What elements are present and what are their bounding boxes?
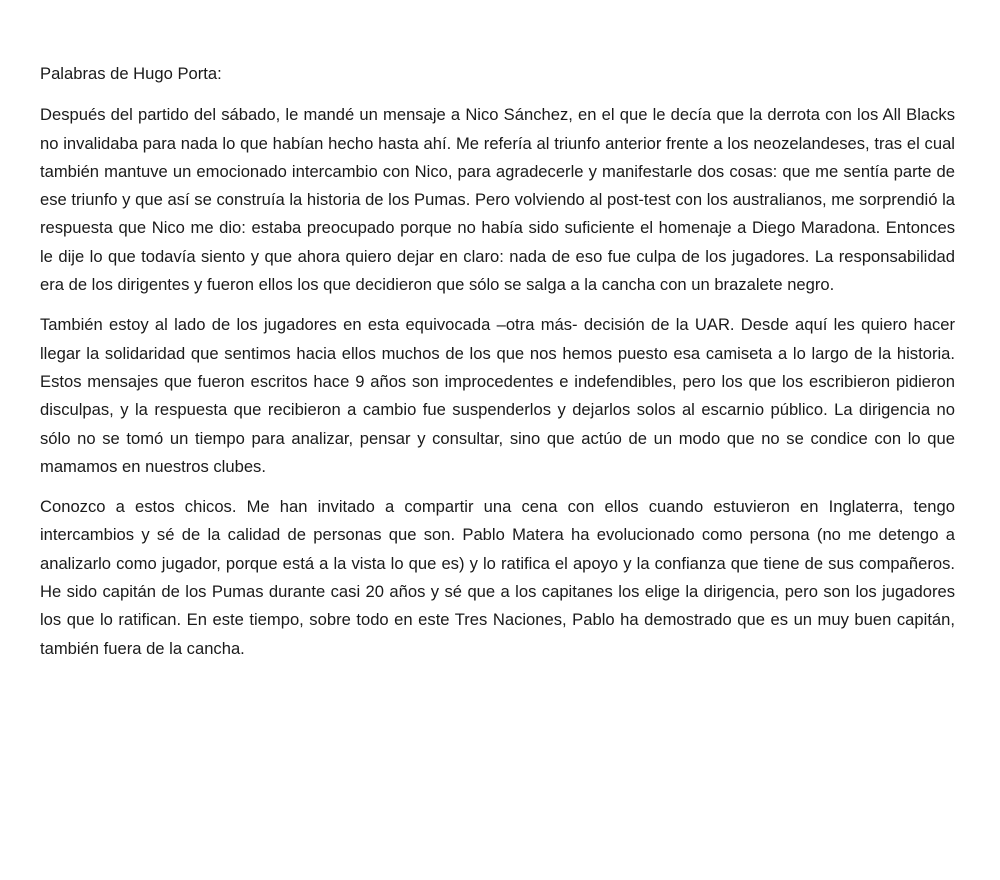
paragraph-3: Conozco a estos chicos. Me han invitado a compartir una cena con ellos cuando estuvieron en Inglaterra, tengo intercambios y sé de la calidad de personas que son. Pablo Matera ha evolucionado como persona (no me detengo a analizarlo como jugador, porque está a la vista lo que es) y lo ratifica el apoyo y la confianza que tiene de sus compañeros. He sido capitán de los Pumas durante casi 20 años y sé que a los capitanes los elige la dirigencia, pero son los jugadores los que lo ratifican. En este tiempo, sobre todo en este Tres Naciones, Pablo ha demostrado que es un muy buen capitán, también fuera de la cancha. <box>40 497 955 658</box>
paragraph-2: También estoy al lado de los jugadores en esta equivocada –otra más- decisión de la UAR. Desde aquí les quiero hacer llegar la solidaridad que sentimos hacia ellos muchos de los que nos hemos puesto esa camiseta a lo largo de la historia. Estos mensajes que fueron escritos hace 9 años son improcedentes e indefendibles, pero los que los escribieron pidieron disculpas, y la respuesta que recibieron a cambio fue suspenderlos y dejarlos solos al escarnio público. La dirigencia no sólo no se tomó un tiempo para analizar, pensar y consultar, sino que actúo de un modo que no se condice con lo que mamamos en nuestros clubes. <box>40 315 955 476</box>
document-page <box>40 60 955 675</box>
paragraph-1: Después del partido del sábado, le mandé un mensaje a Nico Sánchez, en el que le decía que la derrota con los All Blacks no invalidaba para nada lo que habían hecho hasta ahí. Me refería al triunfo anterior frente a los neozelandeses, tras el cual también mantuve un emocionado intercambio con Nico, para agradecerle y manifestarle dos cosas: que me sentía parte de ese triunfo y que así se construía la historia de los Pumas. Pero volviendo al post-test con los australianos, me sorprendió la respuesta que Nico me dio: estaba preocupado porque no había sido suficiente el homenaje a Diego Maradona. Entonces le dije lo que todavía siento y que ahora quiero dejar en claro: nada de eso fue culpa de los jugadores. La responsabilidad era de los dirigentes y fueron ellos los que decidieron que sólo se salga a la cancha con un brazalete negro. <box>40 105 955 295</box>
document-heading: Palabras de Hugo Porta: <box>40 64 222 83</box>
